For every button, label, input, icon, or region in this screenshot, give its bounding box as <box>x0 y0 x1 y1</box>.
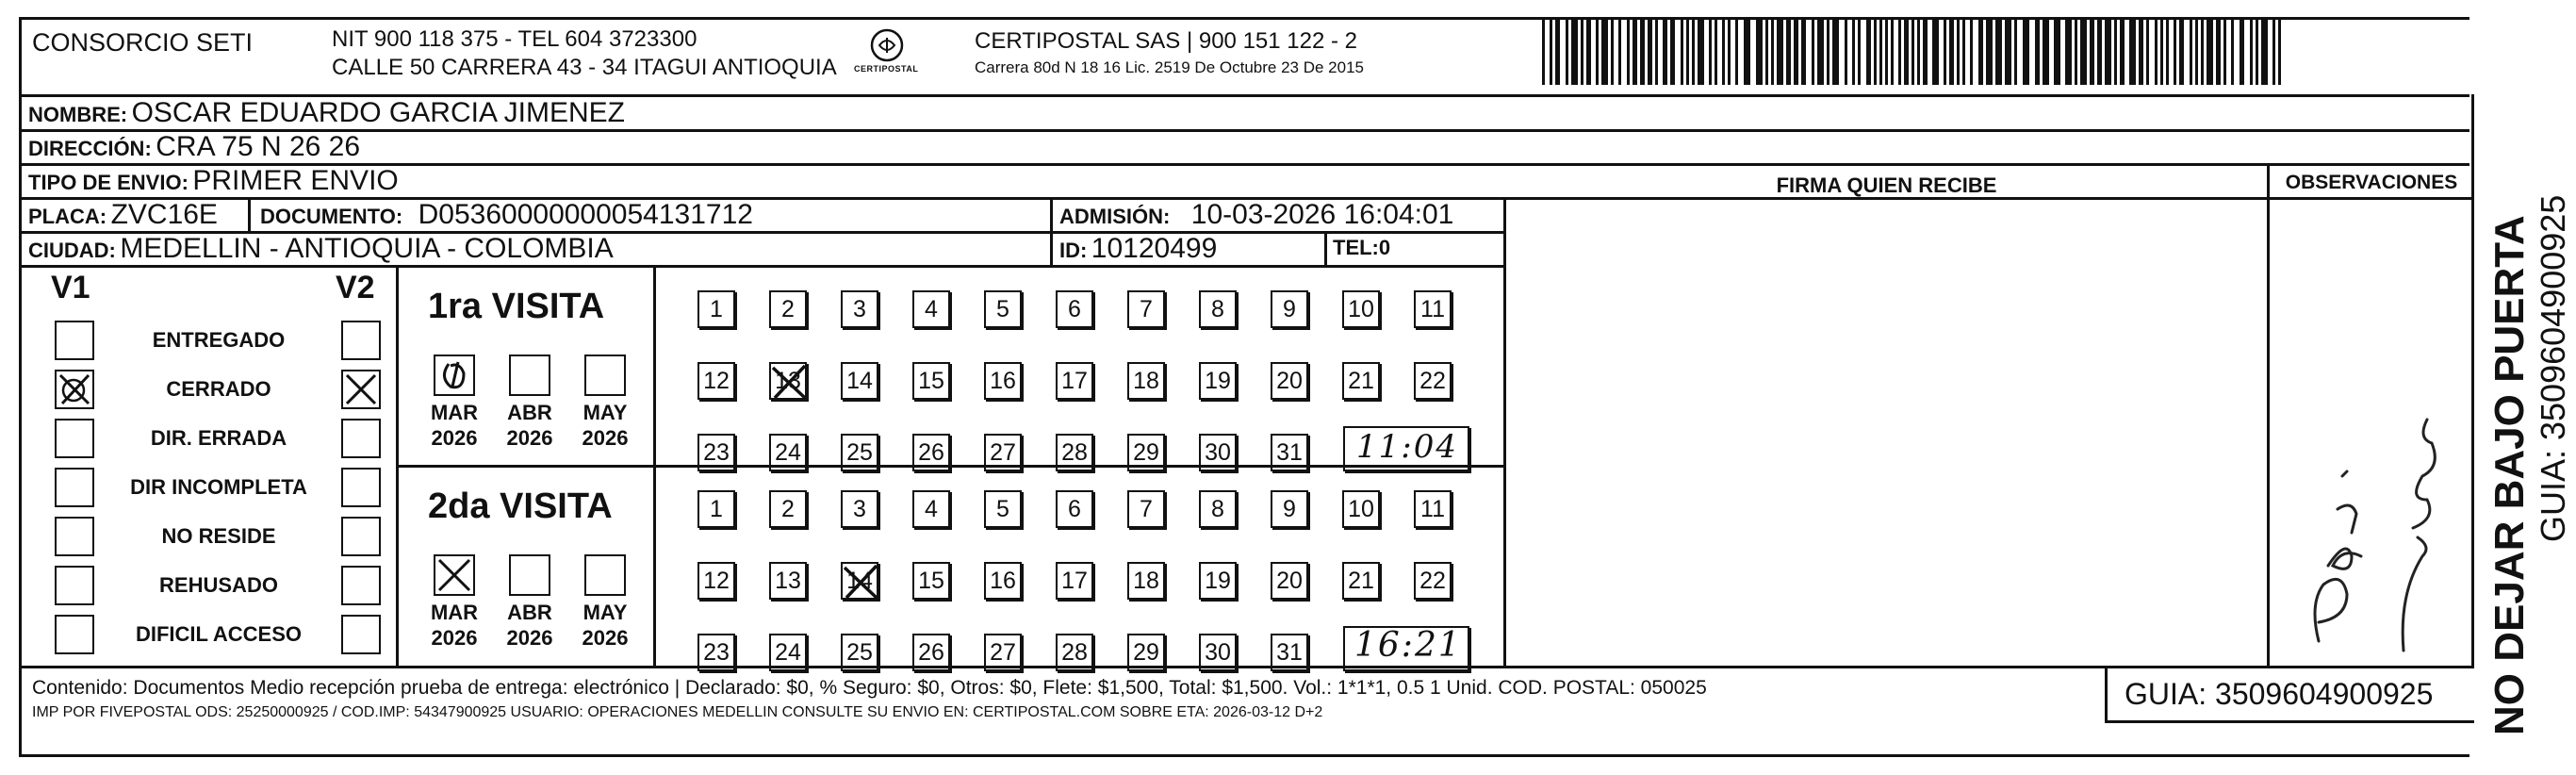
v2-checkbox-6[interactable] <box>341 615 381 654</box>
firma-header: FIRMA QUIEN RECIBE <box>1776 173 1997 197</box>
visit2-day-3[interactable]: 3 <box>841 490 878 528</box>
id-cell <box>1059 233 1217 265</box>
visit2-day-9[interactable]: 9 <box>1271 490 1308 528</box>
v2-checkbox-0[interactable] <box>341 321 381 360</box>
visit2-day-16[interactable]: 16 <box>984 562 1022 600</box>
visit2-day-30[interactable]: 30 <box>1199 634 1237 671</box>
visit1-day-2[interactable]: 2 <box>769 290 807 328</box>
visit1-day-23[interactable]: 23 <box>697 434 735 471</box>
visit1-month-box-mar[interactable] <box>434 355 475 396</box>
nombre-row <box>28 97 625 129</box>
tel-value: 0 <box>1378 236 1391 259</box>
v2-checkbox-4[interactable] <box>341 517 381 556</box>
visit1-day-29[interactable]: 29 <box>1127 434 1165 471</box>
v1-label: V1 <box>51 270 90 305</box>
admision-cell <box>1059 199 1453 231</box>
visit1-day-27[interactable]: 27 <box>984 434 1022 471</box>
visit1-day-14[interactable]: 14 <box>841 362 878 400</box>
visit1-day-12[interactable]: 12 <box>697 362 735 400</box>
nombre-value: OSCAR EDUARDO GARCIA JIMENEZ <box>131 97 625 128</box>
visit1-month-label-may: MAY 2026 <box>582 401 629 450</box>
visit1-day-5[interactable]: 5 <box>984 290 1022 328</box>
tipo-value: PRIMER ENVIO <box>192 165 399 196</box>
v1-checkbox-6[interactable] <box>55 615 94 654</box>
visit1-day-19[interactable]: 19 <box>1199 362 1237 400</box>
reason-label-0: ENTREGADO <box>152 328 286 352</box>
visit1-day-20[interactable]: 20 <box>1271 362 1308 400</box>
visit1-day-1[interactable]: 1 <box>697 290 735 328</box>
visit1-day-3[interactable]: 3 <box>841 290 878 328</box>
visit1-day-21[interactable]: 21 <box>1342 362 1380 400</box>
v2-label: V2 <box>336 270 375 305</box>
v2-checkbox-2[interactable] <box>341 419 381 458</box>
visit1-day-30[interactable]: 30 <box>1199 434 1237 471</box>
month-mark-icon <box>435 556 473 594</box>
visit1-day-13[interactable]: 13 <box>769 362 807 400</box>
first-time-handwritten: 11:04 <box>1343 426 1469 471</box>
ciudad-label: CIUDAD: <box>28 239 116 262</box>
ciudad-value: MEDELLIN - ANTIOQUIA - COLOMBIA <box>120 233 614 264</box>
visit2-month-label-mar: MAR 2026 <box>430 601 479 650</box>
direccion-label: DIRECCIÓN: <box>28 137 152 160</box>
visit1-day-15[interactable]: 15 <box>912 362 950 400</box>
visit2-month-label-may: MAY 2026 <box>582 601 629 650</box>
day-mark-icon <box>767 360 811 404</box>
v2-checkbox-3[interactable] <box>341 468 381 507</box>
visit1-day-25[interactable]: 25 <box>841 434 878 471</box>
visit2-day-21[interactable]: 21 <box>1342 562 1380 600</box>
visit2-day-26[interactable]: 26 <box>912 634 950 671</box>
nombre-label: NOMBRE: <box>28 103 128 126</box>
visit1-day-17[interactable]: 17 <box>1056 362 1093 400</box>
certipostal-sub: Carrera 80d N 18 16 Lic. 2519 De Octubre 23 De 2015 <box>975 58 1364 76</box>
visit2-day-13[interactable]: 13 <box>769 562 807 600</box>
certipostal-logo <box>854 26 920 81</box>
visit2-day-24[interactable]: 24 <box>769 634 807 671</box>
visit1-day-24[interactable]: 24 <box>769 434 807 471</box>
visit2-day-1[interactable]: 1 <box>697 490 735 528</box>
tipo-label: TIPO DE ENVIO: <box>28 171 189 194</box>
handwritten-signature <box>2290 283 2469 660</box>
visit1-day-28[interactable]: 28 <box>1056 434 1093 471</box>
visit1-day-11[interactable]: 11 <box>1414 290 1452 328</box>
footer-line1: Contenido: Documentos Medio recepción prueba de entrega: electrónico | Declarado: $0, % Seguro: $0, Otros: $0, Flete: $1,500, Total: $1,500. Vol.: 1*1*1, 0.5 1 Unid. COD. POSTAL: 050025 <box>32 677 1707 699</box>
reason-label-3: DIR INCOMPLETA <box>130 475 307 499</box>
logo-text: CERTIPOSTAL <box>854 64 919 74</box>
visit2-day-28[interactable]: 28 <box>1056 634 1093 671</box>
visit2-day-15[interactable]: 15 <box>912 562 950 600</box>
visit2-day-11[interactable]: 11 <box>1414 490 1452 528</box>
v2-checkbox-5[interactable] <box>341 566 381 605</box>
company-name: CONSORCIO SETI <box>32 28 254 57</box>
visit2-month-box-abr[interactable] <box>509 554 550 596</box>
visit2-day-5[interactable]: 5 <box>984 490 1022 528</box>
visit2-day-25[interactable]: 25 <box>841 634 878 671</box>
v1-check-mark-icon <box>57 371 92 407</box>
visit1-day-10[interactable]: 10 <box>1342 290 1380 328</box>
visit2-day-23[interactable]: 23 <box>697 634 735 671</box>
v2-check-mark-icon <box>343 371 379 407</box>
certipostal-line: CERTIPOSTAL SAS | 900 151 122 - 2 <box>975 28 1357 54</box>
visit2-month-box-mar[interactable] <box>434 554 475 596</box>
visit2-day-18[interactable]: 18 <box>1127 562 1165 600</box>
visit2-day-4[interactable]: 4 <box>912 490 950 528</box>
visit2-day-17[interactable]: 17 <box>1056 562 1093 600</box>
documento-label: DOCUMENTO: <box>260 205 403 228</box>
second-visit-title: 2da VISITA <box>428 486 613 526</box>
documento-value: D05360000000054131712 <box>418 199 753 230</box>
barcode <box>1542 13 2289 87</box>
direccion-value: CRA 75 N 26 26 <box>156 131 361 162</box>
v1-checkbox-3[interactable] <box>55 468 94 507</box>
v1-checkbox-1[interactable] <box>55 370 94 409</box>
visit1-month-box-may[interactable] <box>584 355 626 396</box>
side-guia: GUIA: 3509604900925 <box>2534 194 2572 542</box>
visit1-day-7[interactable]: 7 <box>1127 290 1165 328</box>
visit1-day-4[interactable]: 4 <box>912 290 950 328</box>
observaciones-header: OBSERVACIONES <box>2285 172 2458 193</box>
reason-label-4: NO RESIDE <box>161 524 276 548</box>
v2-checkbox-1[interactable] <box>341 370 381 409</box>
reason-label-6: DIFICIL ACCESO <box>135 622 302 646</box>
visit2-day-22[interactable]: 22 <box>1414 562 1452 600</box>
reason-label-5: REHUSADO <box>159 573 278 597</box>
visit2-day-29[interactable]: 29 <box>1127 634 1165 671</box>
first-visit-title: 1ra VISITA <box>428 287 605 326</box>
tel-label: TEL: <box>1333 236 1379 259</box>
visit2-day-14[interactable]: 14 <box>841 562 878 600</box>
admision-label: ADMISIÓN: <box>1059 205 1171 228</box>
placa-cell <box>28 199 218 231</box>
placa-value: ZVC16E <box>110 199 218 230</box>
v1-checkbox-0[interactable] <box>55 321 94 360</box>
nit-line: NIT 900 118 375 - TEL 604 3723300 <box>332 26 697 52</box>
placa-label: PLACA: <box>28 205 107 228</box>
visit1-day-18[interactable]: 18 <box>1127 362 1165 400</box>
visit1-day-26[interactable]: 26 <box>912 434 950 471</box>
visit1-month-label-mar: MAR 2026 <box>430 401 479 450</box>
tel-cell <box>1333 236 1390 260</box>
direccion-row <box>28 131 360 163</box>
visit2-day-31[interactable]: 31 <box>1271 634 1308 671</box>
footer-line2: IMP POR FIVEPOSTAL ODS: 25250000925 / COD.IMP: 54347900925 USUARIO: OPERACIONES MEDELLIN CONSULTE SU ENVIO EN: CERTIPOSTAL.COM SOBRE ETA: 2026-03-12 D+2 <box>32 704 1323 720</box>
id-value: 10120499 <box>1091 233 1218 264</box>
visit1-day-6[interactable]: 6 <box>1056 290 1093 328</box>
visit1-day-22[interactable]: 22 <box>1414 362 1452 400</box>
visit2-day-20[interactable]: 20 <box>1271 562 1308 600</box>
day-mark-icon <box>839 560 882 603</box>
second-time-handwritten: 16:21 <box>1343 626 1469 671</box>
v1-checkbox-4[interactable] <box>55 517 94 556</box>
visit2-day-2[interactable]: 2 <box>769 490 807 528</box>
no-dejar-bajo-puerta: NO DEJAR BAJO PUERTA <box>2486 215 2533 735</box>
visit2-day-12[interactable]: 12 <box>697 562 735 600</box>
visit2-day-8[interactable]: 8 <box>1199 490 1237 528</box>
visit2-day-6[interactable]: 6 <box>1056 490 1093 528</box>
visit2-day-27[interactable]: 27 <box>984 634 1022 671</box>
documento-cell <box>260 199 753 231</box>
id-label: ID: <box>1059 239 1088 262</box>
address-line: CALLE 50 CARRERA 43 - 34 ITAGUI ANTIOQUIA <box>332 55 837 80</box>
v1-checkbox-2[interactable] <box>55 419 94 458</box>
v1-checkbox-5[interactable] <box>55 566 94 605</box>
visit1-day-8[interactable]: 8 <box>1199 290 1237 328</box>
visit2-month-box-may[interactable] <box>584 554 626 596</box>
ciudad-cell <box>28 233 614 265</box>
visit2-day-19[interactable]: 19 <box>1199 562 1237 600</box>
visit2-day-7[interactable]: 7 <box>1127 490 1165 528</box>
reason-label-1: CERRADO <box>166 377 271 401</box>
visit2-month-label-abr: ABR 2026 <box>506 601 553 650</box>
visit1-day-31[interactable]: 31 <box>1271 434 1308 471</box>
tipo-row <box>28 165 399 197</box>
visit1-month-box-abr[interactable] <box>509 355 550 396</box>
month-mark-icon <box>435 356 473 394</box>
admision-value: 10-03-2026 16:04:01 <box>1190 199 1454 230</box>
visit1-day-16[interactable]: 16 <box>984 362 1022 400</box>
visit1-day-9[interactable]: 9 <box>1271 290 1308 328</box>
footer-guia: GUIA: 3509604900925 <box>2125 677 2434 711</box>
reason-label-2: DIR. ERRADA <box>150 426 287 450</box>
visit2-day-10[interactable]: 10 <box>1342 490 1380 528</box>
visit1-month-label-abr: ABR 2026 <box>506 401 553 450</box>
